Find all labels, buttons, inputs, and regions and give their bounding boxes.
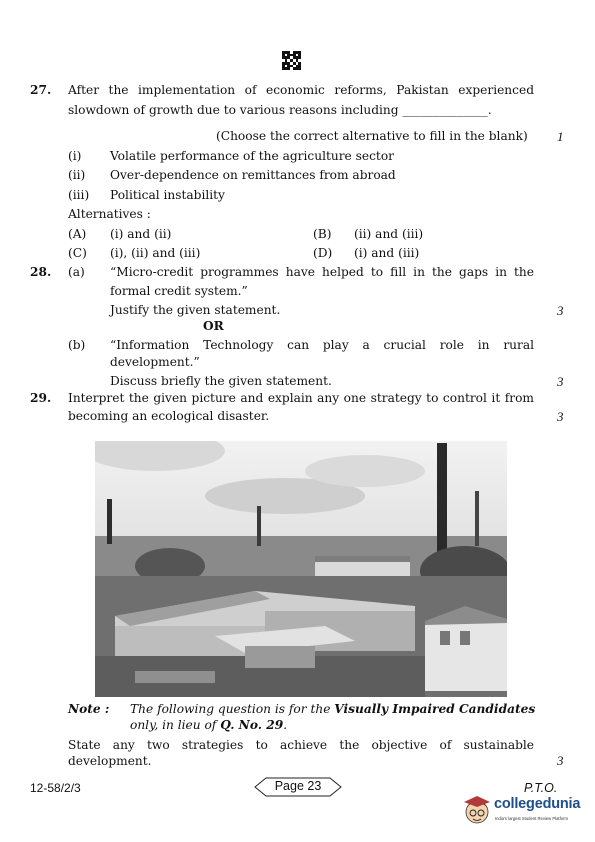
brand-name: collegedunia <box>494 796 581 812</box>
alt-text: (ii) and (iii) <box>354 227 424 241</box>
q28-or: OR <box>203 319 224 333</box>
note-line1 <box>130 702 535 716</box>
note-line2 <box>130 718 287 732</box>
note-text: . <box>283 718 288 732</box>
q28-b-task: Discuss briefly the given statement. <box>110 374 332 388</box>
q29-line1: Interpret the given picture and explain any one strategy to control it from <box>68 391 534 405</box>
alt-key: (A) <box>68 227 87 241</box>
q28-number: 28. <box>30 265 52 279</box>
factory-photo <box>95 441 507 697</box>
q27-alternatives-heading: Alternatives : <box>68 207 151 221</box>
q28-b-marks: 3 <box>557 374 564 389</box>
pto-label: P.T.O. <box>524 781 558 795</box>
alt-text: (i) and (iii) <box>354 246 420 260</box>
alt-key: (C) <box>68 246 87 260</box>
q29-line2: becoming an ecological disaster. <box>68 409 270 423</box>
note-text: only, in lieu of <box>130 718 221 732</box>
collegedunia-logo <box>462 792 592 834</box>
q28-b-line2: development.” <box>110 355 200 369</box>
q27-number: 27. <box>30 83 52 97</box>
q27-option-num: (iii) <box>68 188 90 202</box>
note-text: The following question is for the <box>130 702 335 716</box>
q28-a-marks: 3 <box>557 303 564 318</box>
q28-a-label: (a) <box>68 265 85 279</box>
vi-question-line1: State any two strategies to achieve the objective of sustainable <box>68 738 534 752</box>
alt-text: (i) and (ii) <box>110 227 172 241</box>
q27-option-text: Political instability <box>110 188 225 202</box>
q27-option-text: Over-dependence on remittances from abroad <box>110 168 396 182</box>
vi-question-marks: 3 <box>557 753 564 768</box>
q27-option-text: Volatile performance of the agriculture sector <box>110 149 394 163</box>
alt-key: (B) <box>313 227 332 241</box>
vi-question-line2: development. <box>68 754 152 768</box>
q29-marks: 3 <box>557 409 564 424</box>
q28-a-line2: formal credit system.” <box>110 284 248 298</box>
q27-line1: After the implementation of economic reforms, Pakistan experienced <box>68 83 534 97</box>
q28-a-line1: “Micro-credit programmes have helped to fill in the gaps in the <box>110 265 534 279</box>
page-number-tag <box>254 777 342 797</box>
q27-option-num: (ii) <box>68 168 86 182</box>
note-question-ref: Q. No. 29 <box>220 718 284 732</box>
qr-code <box>282 51 301 70</box>
page-number: Page 23 <box>274 779 322 793</box>
alt-text: (i), (ii) and (iii) <box>110 246 201 260</box>
q27-line2: slowdown of growth due to various reasons including ______________. <box>68 103 492 117</box>
mascot-icon <box>462 792 492 832</box>
paper-code: 12-58/2/3 <box>30 781 81 795</box>
note-label: Note : <box>68 702 110 716</box>
alt-key: (D) <box>313 246 333 260</box>
q28-b-label: (b) <box>68 338 86 352</box>
q27-option-num: (i) <box>68 149 82 163</box>
q28-b-line1: “Information Technology can play a crucial role in rural <box>110 338 534 352</box>
note-bold-text: Visually Impaired Candidates <box>334 702 536 716</box>
q27-marks: 1 <box>557 129 564 144</box>
brand-tagline: India's largest Student Review Platform <box>495 816 568 821</box>
q29-number: 29. <box>30 391 52 405</box>
q27-instruction: (Choose the correct alternative to fill in the blank) <box>216 129 528 143</box>
q28-a-task: Justify the given statement. <box>110 303 281 317</box>
